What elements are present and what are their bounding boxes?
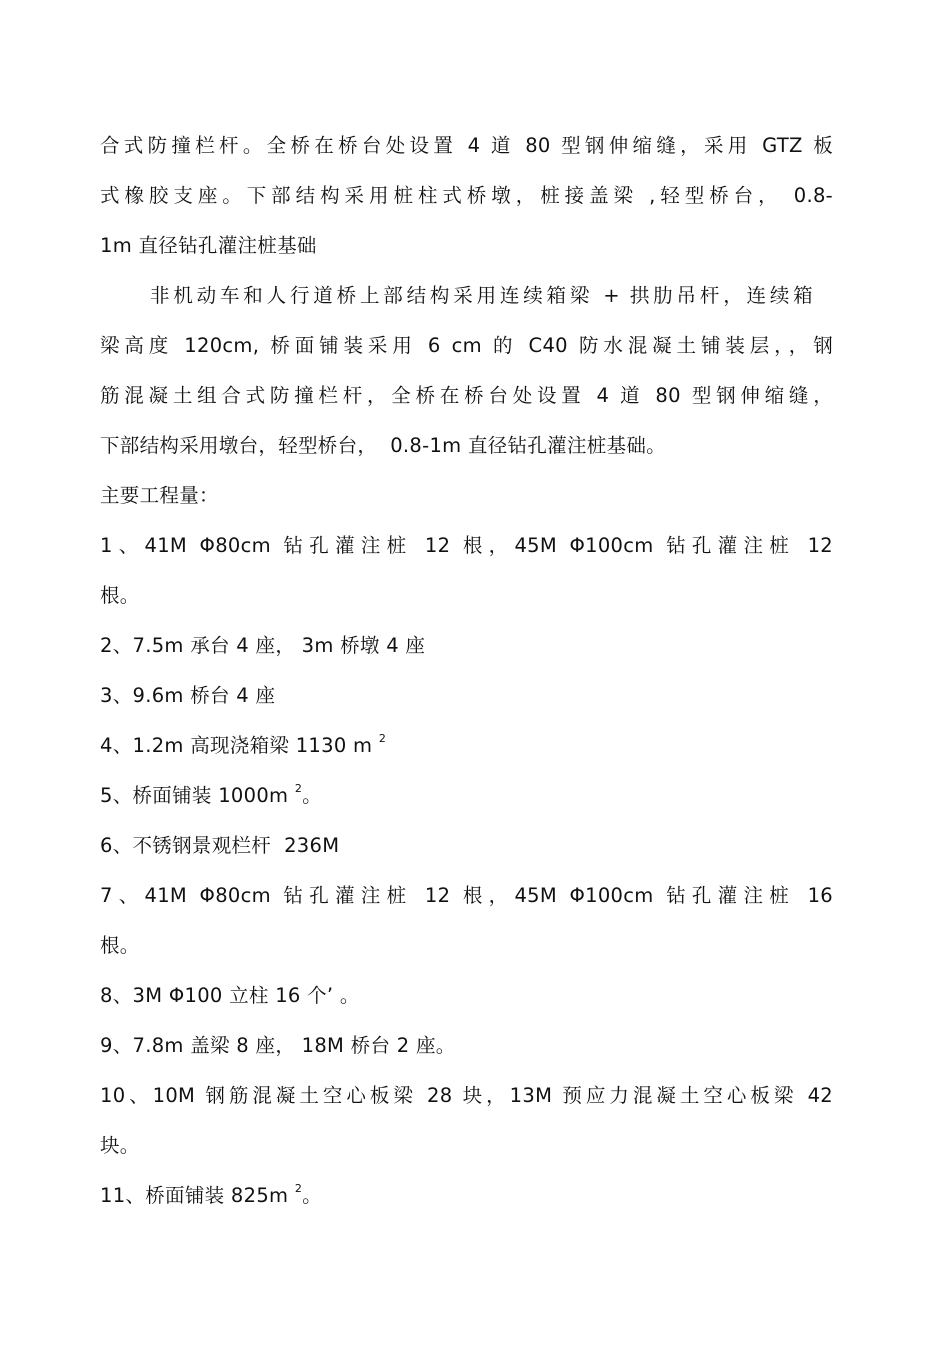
item-4-text: 4、1.2m 高现浇箱梁 1130 m bbox=[100, 734, 379, 757]
item-11 bbox=[100, 1183, 322, 1209]
item-10-line-1: 10、10M 钢筋混凝土空心板梁 28 块，13M 预应力混凝土空心板梁 42 bbox=[100, 1084, 833, 1107]
item-5-text: 5、桥面铺装 1000m bbox=[100, 784, 295, 807]
paragraph2-line-3: 筋混凝土组合式防撞栏杆，全桥在桥台处设置 4 道 80 型钢伸缩缝， bbox=[100, 384, 833, 407]
item-9: 9、7.8m 盖梁 8 座， 18M 桥台 2 座。 bbox=[100, 1034, 456, 1057]
item-5 bbox=[100, 783, 322, 809]
item-3: 3、9.6m 桥台 4 座 bbox=[100, 684, 276, 707]
item-2: 2、7.5m 承台 4 座， 3m 桥墩 4 座 bbox=[100, 634, 426, 657]
paragraph1-line-3: 1m 直径钻孔灌注桩基础 bbox=[100, 234, 317, 257]
item-10-line-2: 块。 bbox=[100, 1134, 140, 1157]
item-11-text: 11、桥面铺装 825m bbox=[100, 1184, 295, 1207]
item-4 bbox=[100, 733, 386, 759]
paragraph2-line-2: 梁高度 120cm, 桥面铺装采用 6 cm 的 C40 防水混凝土铺装层，，钢 bbox=[100, 334, 833, 357]
item-11-after: 。 bbox=[302, 1184, 322, 1207]
item-5-after: 。 bbox=[302, 784, 322, 807]
paragraph2-line-4: 下部结构采用墩台，轻型桥台， 0.8-1m 直径钻孔灌注桩基础。 bbox=[100, 434, 666, 457]
item-4-superscript: 2 bbox=[378, 732, 387, 745]
item-1-line-2: 根。 bbox=[100, 584, 140, 607]
item-11-superscript: 2 bbox=[294, 1182, 303, 1195]
paragraph2-line-1: 非机动车和人行道桥上部结构采用连续箱梁 + 拱肋吊杆，连续箱 bbox=[150, 284, 813, 307]
item-8: 8、3M Φ100 立柱 16 个’ 。 bbox=[100, 984, 360, 1007]
paragraph1-line-1: 合式防撞栏杆。全桥在桥台处设置 4 道 80 型钢伸缩缝，采用 GTZ 板 bbox=[100, 134, 833, 157]
item-6: 6、不锈钢景观栏杆 236M bbox=[100, 834, 340, 857]
item-7-line-1: 7、41M Φ80cm 钻孔灌注桩 12 根，45M Φ100cm 钻孔灌注桩 16 bbox=[100, 884, 833, 907]
item-7-line-2: 根。 bbox=[100, 934, 140, 957]
item-1-line-1: 1、41M Φ80cm 钻孔灌注桩 12 根，45M Φ100cm 钻孔灌注桩 12 bbox=[100, 534, 833, 557]
paragraph1-line-2: 式橡胶支座。下部结构采用桩柱式桥墩，桩接盖梁 ,轻型桥台， 0.8- bbox=[100, 184, 833, 207]
quantities-heading: 主要工程量： bbox=[100, 484, 219, 507]
item-5-superscript: 2 bbox=[294, 782, 303, 795]
